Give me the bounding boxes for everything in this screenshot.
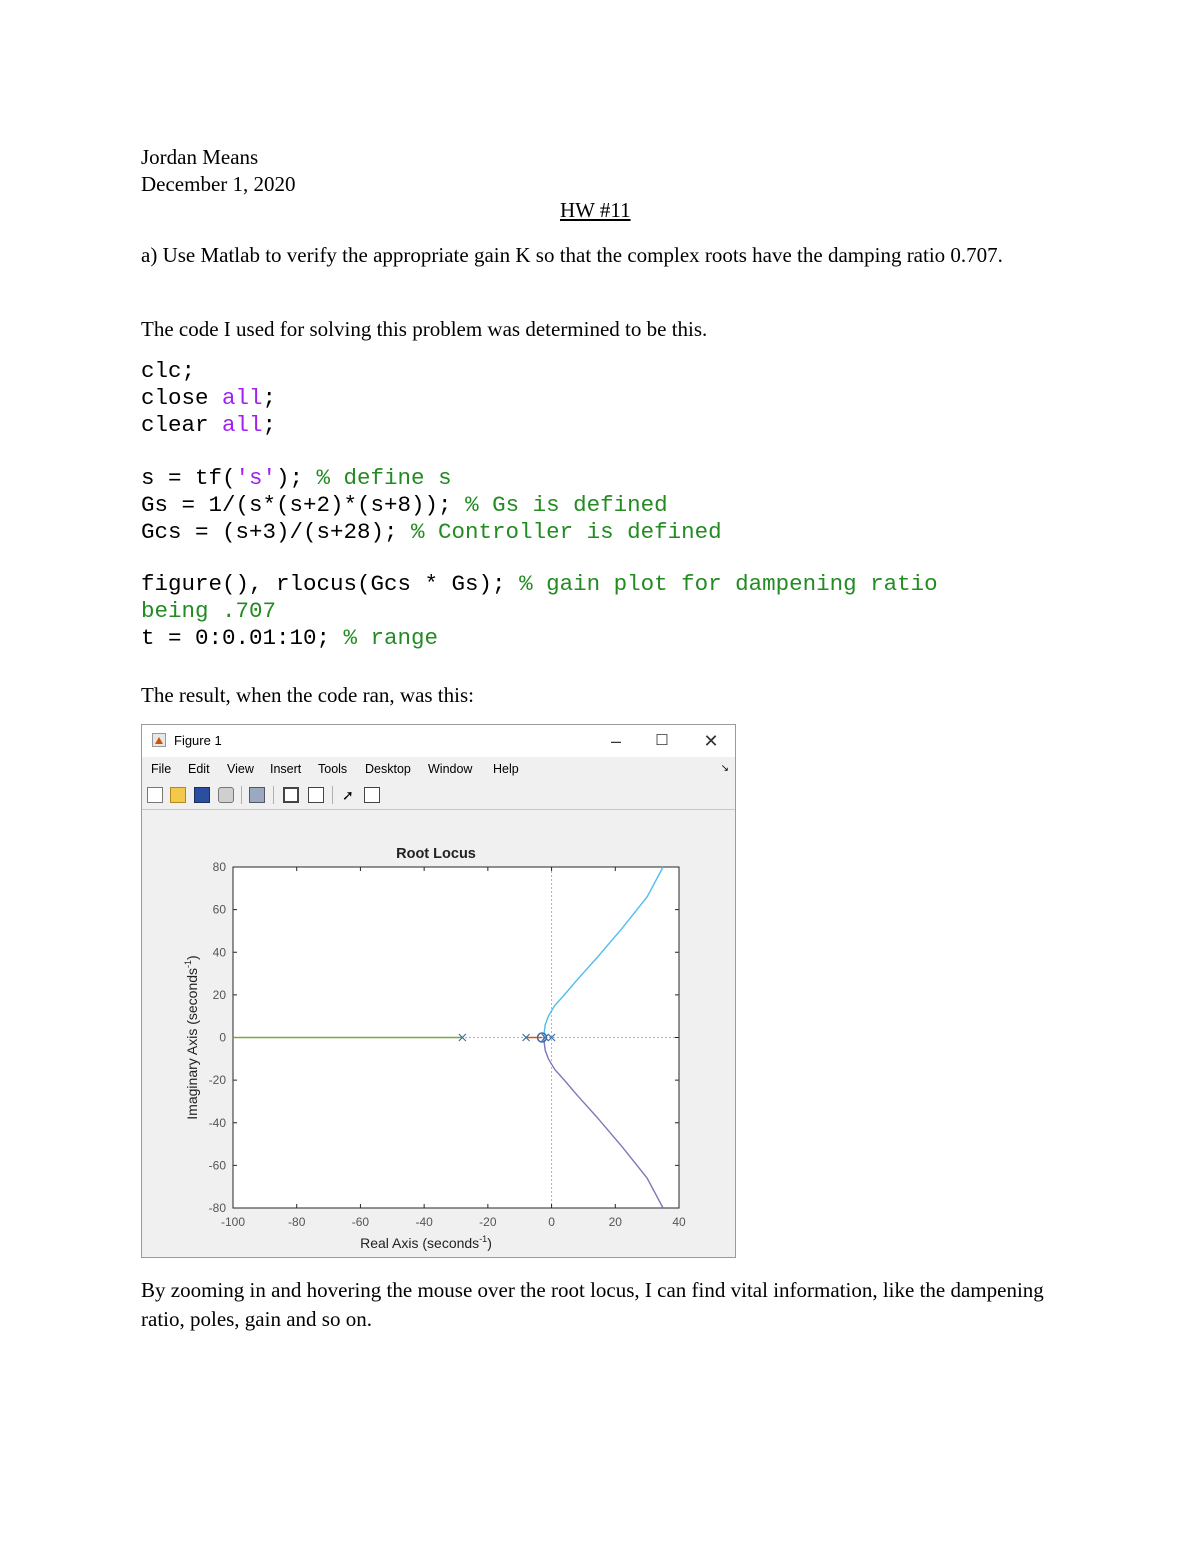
maximize-button[interactable]: ☐ (655, 732, 669, 749)
code-text: clear (141, 412, 223, 438)
x-tick-label: -80 (288, 1215, 306, 1229)
code-line-7 (141, 571, 938, 598)
result-intro-text: The result, when the code ran, was this: (141, 683, 474, 707)
question-text: a) Use Matlab to verify the appropriate gain K so that the complex roots have the damping ratio 0.707. (141, 243, 1003, 267)
menu-insert[interactable]: Insert (270, 762, 302, 776)
y-tick-label: -40 (208, 1115, 226, 1130)
matlab-logo-icon (152, 733, 166, 747)
x-tick-label: 40 (672, 1215, 686, 1229)
code-line-4 (141, 465, 452, 492)
menu-edit[interactable]: Edit (188, 762, 210, 776)
figure-title: Figure 1 (174, 733, 222, 748)
toolbar-separator (241, 786, 242, 804)
x-tick-label: -40 (415, 1215, 433, 1229)
menu-view[interactable]: View (227, 762, 254, 776)
x-tick-label: -20 (479, 1215, 497, 1229)
menu-help[interactable]: Help (493, 762, 519, 776)
edit-plot-cursor-icon[interactable]: ➚ (342, 787, 354, 803)
y-tick-label: -60 (208, 1158, 226, 1173)
author-name: Jordan Means (141, 145, 259, 169)
y-tick-label: 0 (219, 1030, 226, 1045)
code-line-5 (141, 492, 668, 519)
menu-file[interactable]: File (151, 762, 172, 776)
y-tick-label: 20 (212, 987, 226, 1002)
y-tick-label: 80 (212, 860, 226, 874)
x-axis-label-close: ) (487, 1235, 492, 1251)
code-text: s = tf( (141, 465, 236, 491)
code-text: ; (262, 412, 277, 438)
x-axis-label (360, 1234, 492, 1251)
document-title: HW #11 (560, 198, 631, 222)
print-icon[interactable] (218, 787, 234, 803)
save-icon[interactable] (194, 787, 210, 803)
code-comment: % range (343, 625, 439, 651)
code-line-6 (141, 519, 722, 546)
new-figure-icon[interactable] (147, 787, 163, 803)
toolbar-separator (273, 786, 274, 804)
code-text: Gs = 1/(s*(s+2)*(s+8)); (141, 492, 466, 518)
code-line-8: being .707 (141, 598, 277, 624)
x-tick-label: -60 (351, 1215, 370, 1229)
code-comment: % Gs is defined (465, 492, 668, 518)
code-comment: % define s (316, 465, 452, 491)
document-date: December 1, 2020 (141, 172, 296, 196)
property-editor-icon[interactable] (364, 787, 380, 803)
figure-toolbar (142, 781, 735, 810)
code-string: 's' (235, 465, 277, 491)
code-line-2 (141, 385, 276, 412)
code-text: clc; (141, 358, 196, 384)
code-comment: % Controller is defined (411, 519, 722, 545)
code-line-9 (141, 625, 438, 652)
menu-tools[interactable]: Tools (318, 762, 348, 776)
menu-window[interactable]: Window (428, 762, 473, 776)
code-text: close (141, 385, 223, 411)
figure-titlebar (142, 725, 735, 757)
conclusion-text: By zooming in and hovering the mouse over the root locus, I can find vital information, like the dampening ratio, poles, gain and so on. (141, 1278, 1044, 1331)
close-button[interactable]: ✕ (703, 731, 719, 751)
y-tick-label: -80 (208, 1201, 226, 1215)
code-line-1 (141, 358, 195, 385)
toolbar-separator (332, 786, 333, 804)
open-file-icon[interactable] (170, 787, 186, 803)
menu-desktop[interactable]: Desktop (365, 762, 411, 776)
y-axis-label-text: Imaginary Axis (seconds (184, 967, 200, 1120)
y-tick-label: 60 (212, 902, 226, 917)
x-tick-label: 20 (608, 1215, 622, 1229)
x-tick-label: 0 (548, 1215, 555, 1229)
y-axis-label (183, 955, 200, 1119)
link-plot-icon[interactable] (249, 787, 265, 803)
y-tick-label: 40 (212, 945, 226, 960)
y-axis-label-close: ) (184, 955, 200, 960)
code-keyword: all (222, 412, 263, 438)
x-axis-label-text: Real Axis (seconds (360, 1235, 480, 1251)
code-text: figure(), rlocus(Gcs * Gs); (141, 571, 520, 597)
code-keyword: all (222, 385, 263, 411)
code-comment: % gain plot for dampening ratio (519, 571, 938, 597)
x-axis-label-exponent: -1 (479, 1234, 488, 1244)
minimize-button[interactable]: – (610, 731, 621, 751)
colorbar-icon[interactable] (283, 787, 299, 803)
dock-arrow-icon[interactable]: ↘ (720, 763, 729, 774)
y-tick-label: -20 (208, 1073, 226, 1088)
code-text: ; (262, 385, 277, 411)
root-locus-chart (142, 810, 735, 1258)
intro-text: The code I used for solving this problem was determined to be this. (141, 317, 708, 341)
code-text: t = 0:0.01:10; (141, 625, 344, 651)
code-line-3 (141, 412, 276, 439)
figure-menubar (142, 757, 735, 781)
code-text: Gcs = (s+3)/(s+28); (141, 519, 412, 545)
y-axis-label-exponent: -1 (183, 959, 193, 968)
plot-area (142, 810, 735, 1258)
x-tick-label: -100 (220, 1215, 246, 1229)
figure-window (141, 724, 736, 1258)
code-text: ); (276, 465, 317, 491)
legend-icon[interactable] (308, 787, 324, 803)
chart-title: Root Locus (396, 846, 476, 862)
